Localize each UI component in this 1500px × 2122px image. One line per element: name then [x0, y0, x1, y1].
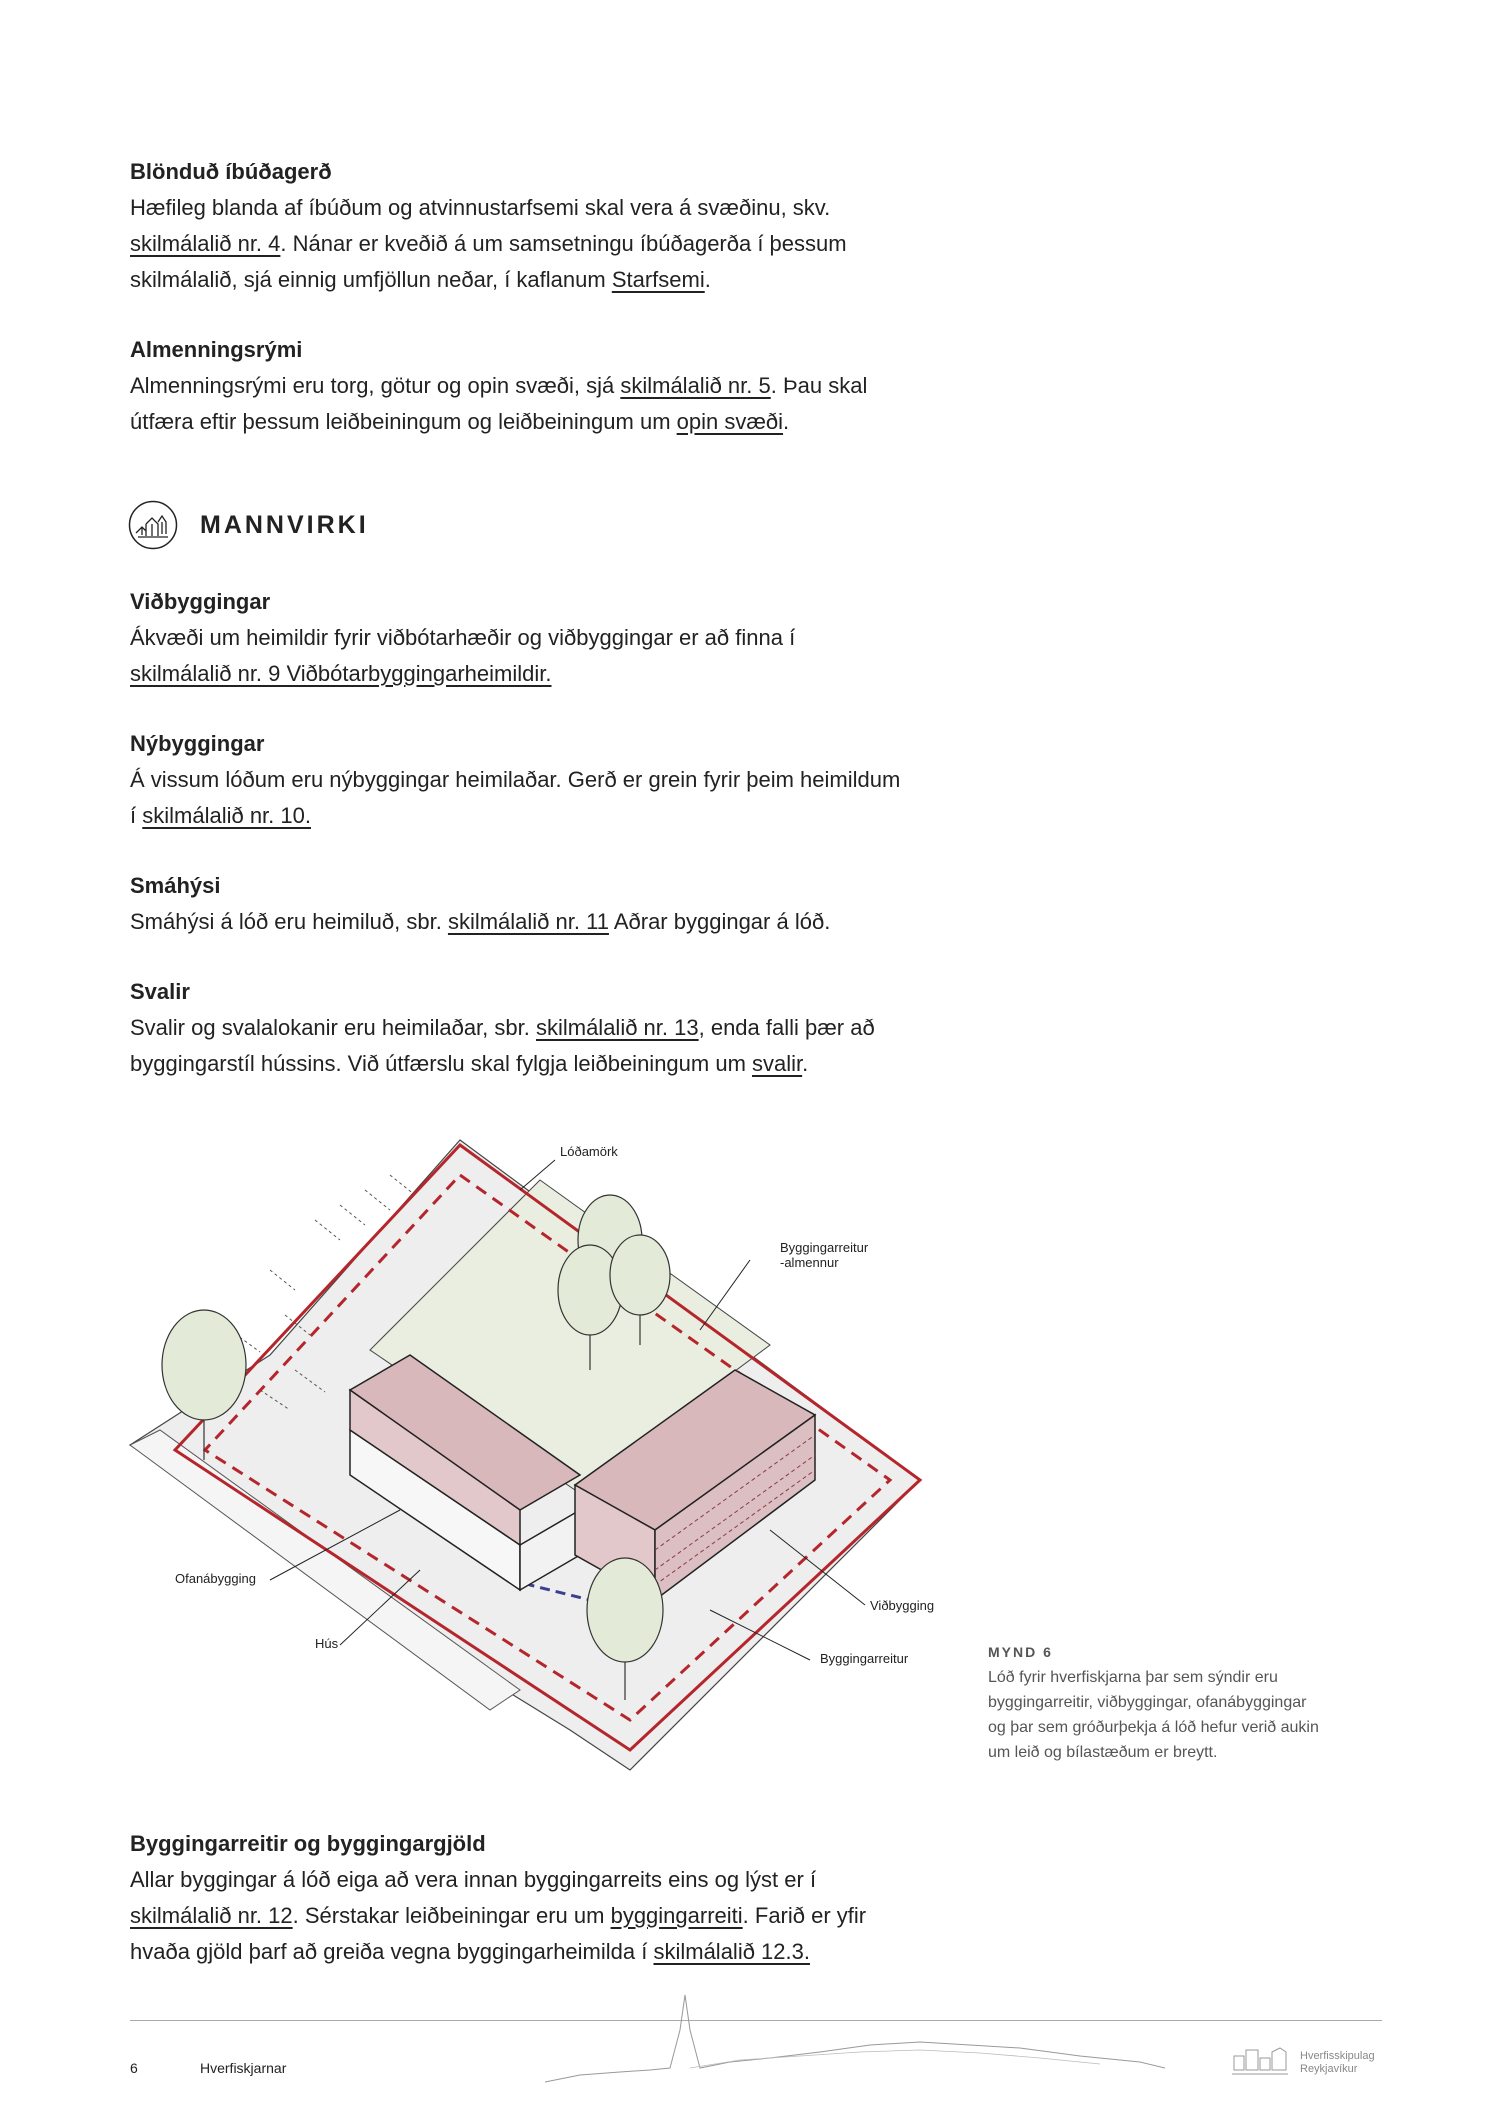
brand-line-2: Reykjavíkur [1300, 2063, 1358, 2075]
link-skilmalalid-4[interactable]: skilmálalið nr. 4 [130, 231, 281, 256]
label-lodamork: Lóðamörk [560, 1144, 618, 1159]
label-byggingarreitur-almennur-1: Byggingarreitur [780, 1240, 869, 1255]
link-opin-svaedi[interactable]: opin svæði [676, 409, 784, 434]
text-line: Hæfileg blanda af íbúðum og atvinnustarfsemi skal vera á svæðinu, skv. [130, 195, 831, 220]
text-line: Smáhýsi á lóð eru heimiluð, sbr. skilmálalið nr. 11 Aðrar byggingar á lóð. [130, 909, 831, 934]
label-ofanabygging: Ofanábygging [175, 1571, 256, 1586]
text-line: útfæra eftir þessum leiðbeiningum og leiðbeiningum um opin svæði. [130, 409, 790, 434]
section-nybyggingar [130, 726, 990, 834]
heading-blondud: Blönduð íbúðagerð [130, 159, 332, 184]
text-line: hvaða gjöld þarf að greiða vegna byggingarheimilda í skilmálalið 12.3. [130, 1939, 810, 1964]
text-line: Svalir og svalalokanir eru heimilaðar, sbr. skilmálalið nr. 13, enda falli þær að [130, 1015, 875, 1040]
section-blondud [130, 154, 990, 298]
caption-line: byggingarreitir, viðbyggingar, ofanábyggingar [988, 1694, 1307, 1711]
text-line: skilmálalið nr. 4. Nánar er kveðið á um samsetningu íbúðagerða í þessum [130, 231, 847, 256]
text-line: skilmálalið nr. 9 Viðbótarbyggingarheimildir. [130, 661, 552, 686]
caption-line: um leið og bílastæðum er breytt. [988, 1744, 1218, 1761]
heading-vidbyggingar: Viðbyggingar [130, 589, 271, 614]
heading-almenningsrymi: Almenningsrými [130, 337, 303, 362]
text-line: Á vissum lóðum eru nýbyggingar heimilaðar. Gerð er grein fyrir þeim heimildum [130, 767, 901, 792]
label-hus: Hús [315, 1636, 339, 1651]
link-skilmalalid-12-3[interactable]: skilmálalið 12.3. [653, 1939, 810, 1964]
text-line: Allar byggingar á lóð eiga að vera innan byggingarreits eins og lýst er í [130, 1867, 817, 1892]
link-svalir[interactable]: svalir [752, 1051, 803, 1076]
caption-line: Lóð fyrir hverfiskjarna þar sem sýndir eru [988, 1669, 1278, 1686]
link-byggingarreiti[interactable]: byggingarreiti [610, 1903, 743, 1928]
text-line: byggingarstíl hússins. Við útfærslu skal fylgja leiðbeiningum um svalir. [130, 1051, 809, 1076]
brand-line-1: Hverfisskipulag [1300, 2050, 1375, 2062]
link-starfsemi[interactable]: Starfsemi [611, 267, 705, 292]
brand-mark [1300, 2050, 1375, 2076]
text-line: Almenningsrými eru torg, götur og opin svæði, sjá skilmálalið nr. 5. Þau skal [130, 373, 868, 398]
label-vidbygging: Viðbygging [870, 1598, 935, 1613]
link-skilmalalid-11[interactable]: skilmálalið nr. 11 [447, 909, 609, 934]
heading-svalir: Svalir [130, 979, 190, 1004]
figure-caption [988, 1640, 1388, 1765]
heading-smahysi: Smáhýsi [130, 873, 221, 898]
text-line: skilmálalið nr. 12. Sérstakar leiðbeiningar eru um byggingarreiti. Farið er yfir [130, 1903, 867, 1928]
page-number: 6 [130, 2060, 138, 2076]
buildings-icon [128, 500, 178, 550]
heading-nybyggingar: Nýbyggingar [130, 731, 265, 756]
skyline-illustration [540, 1990, 1170, 2090]
heading-byggingarreitir: Byggingarreitir og byggingargjöld [130, 1831, 486, 1856]
text-line: í skilmálalið nr. 10. [130, 803, 311, 828]
text-line: skilmálalið, sjá einnig umfjöllun neðar, í kaflanum Starfsemi. [130, 267, 711, 292]
link-skilmalalid-9[interactable]: skilmálalið nr. 9 [130, 661, 287, 686]
text-line: Ákvæði um heimildir fyrir viðbótarhæðir og viðbyggingar er að finna í [130, 625, 796, 650]
label-byggingarreitur-almennur-2: -almennur [780, 1255, 839, 1270]
caption-line: og þar sem gróðurþekja á lóð hefur verið aukin [988, 1719, 1319, 1736]
section-almenningsrymi [130, 332, 990, 440]
section-vidbyggingar [130, 584, 990, 692]
link-skilmalalid-13[interactable]: skilmálalið nr. 13 [535, 1015, 699, 1040]
link-skilmalalid-12[interactable]: skilmálalið nr. 12 [130, 1903, 293, 1928]
section-header-mannvirki [128, 500, 369, 550]
section-svalir [130, 974, 990, 1082]
label-byggingarreitur: Byggingarreitur [820, 1651, 909, 1666]
section-byggingarreitir [130, 1826, 990, 1970]
link-skilmalalid-10[interactable]: skilmálalið nr. 10. [142, 803, 311, 828]
city-plan-logo-icon [1230, 2044, 1290, 2082]
caption-title: MYND 6 [988, 1644, 1053, 1660]
link-skilmalalid-5[interactable]: skilmálalið nr. 5 [620, 373, 771, 398]
site-diagram [120, 1130, 950, 1780]
section-title: MANNVIRKI [200, 510, 369, 539]
document-name: Hverfiskjarnar [200, 2060, 287, 2076]
section-smahysi [130, 868, 990, 940]
